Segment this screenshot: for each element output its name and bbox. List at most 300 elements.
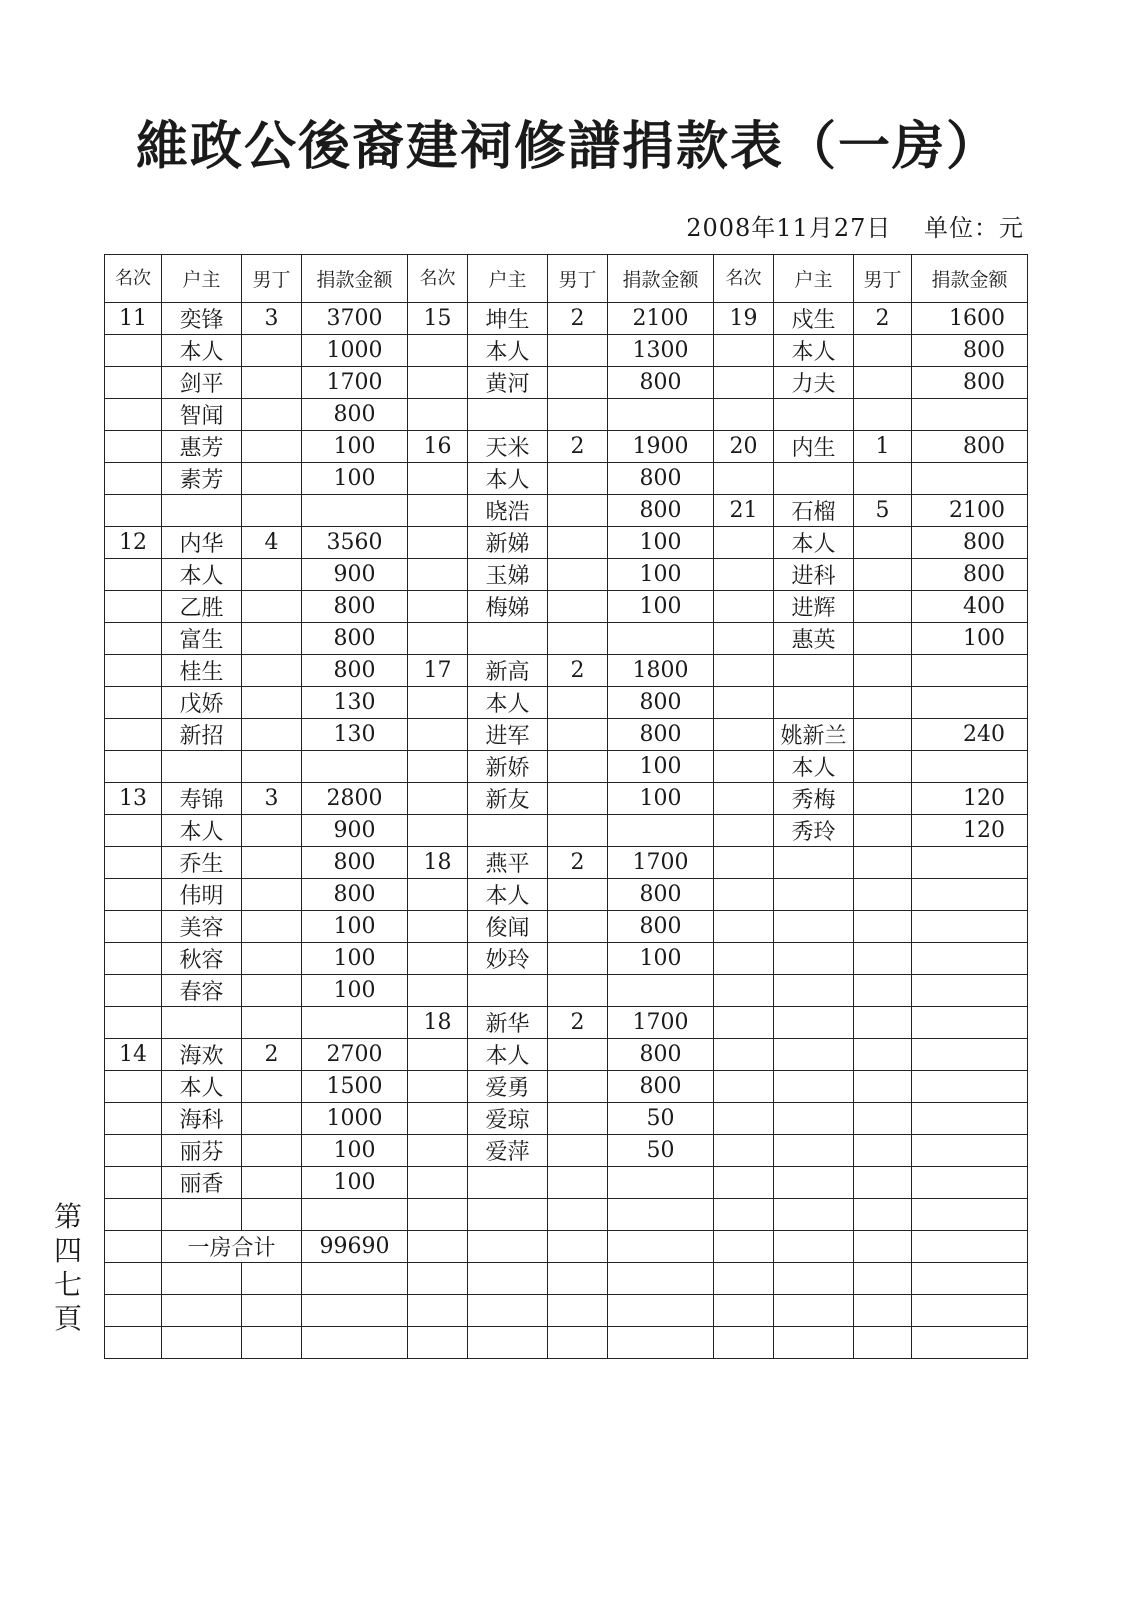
amount-cell — [912, 1135, 1028, 1167]
empty-cell — [162, 1327, 242, 1359]
rank-cell — [714, 367, 774, 399]
amount-cell: 800 — [912, 527, 1028, 559]
rank-cell — [408, 975, 468, 1007]
rank-cell — [408, 591, 468, 623]
household-name-cell: 伟明 — [162, 879, 242, 911]
amount-cell: 1700 — [608, 847, 714, 879]
empty-cell — [714, 1295, 774, 1327]
amount-cell: 3560 — [302, 527, 408, 559]
amount-cell: 800 — [912, 367, 1028, 399]
household-name-cell: 妙玲 — [468, 943, 548, 975]
empty-cell — [162, 1295, 242, 1327]
donation-table — [104, 254, 1028, 1359]
empty-cell — [912, 1327, 1028, 1359]
rank-cell — [714, 719, 774, 751]
rank-cell — [105, 1103, 162, 1135]
amount-cell — [912, 687, 1028, 719]
household-name-cell: 桂生 — [162, 655, 242, 687]
table-row — [105, 623, 1028, 655]
table-row — [105, 1199, 1028, 1231]
rank-cell — [714, 1071, 774, 1103]
household-name-cell: 本人 — [468, 1039, 548, 1071]
empty-cell — [912, 1231, 1028, 1263]
amount-cell — [912, 943, 1028, 975]
male-count-cell — [242, 495, 302, 527]
total-amount: 99690 — [302, 1231, 408, 1263]
amount-cell: 100 — [302, 463, 408, 495]
table-row — [105, 815, 1028, 847]
amount-cell: 100 — [302, 975, 408, 1007]
amount-cell: 800 — [608, 1039, 714, 1071]
male-count-cell — [854, 815, 912, 847]
empty-cell — [468, 1231, 548, 1263]
household-name-cell — [774, 1103, 854, 1135]
household-name-cell: 惠芳 — [162, 431, 242, 463]
amount-cell: 800 — [912, 335, 1028, 367]
empty-cell — [854, 1295, 912, 1327]
household-name-cell: 秀玲 — [774, 815, 854, 847]
table-row — [105, 1039, 1028, 1071]
table-row — [105, 975, 1028, 1007]
amount-cell: 1900 — [608, 431, 714, 463]
amount-cell: 100 — [302, 943, 408, 975]
household-name-cell: 爱琼 — [468, 1103, 548, 1135]
male-count-cell — [548, 783, 608, 815]
rank-cell — [714, 847, 774, 879]
rank-cell — [105, 399, 162, 431]
household-name-cell: 本人 — [468, 879, 548, 911]
amount-cell — [608, 815, 714, 847]
household-name-cell — [468, 399, 548, 431]
amount-cell: 800 — [608, 1071, 714, 1103]
amount-cell: 100 — [608, 751, 714, 783]
male-count-cell — [242, 367, 302, 399]
empty-cell — [105, 1263, 162, 1295]
amount-cell: 1000 — [302, 335, 408, 367]
male-count-cell: 2 — [548, 303, 608, 335]
household-name-cell — [162, 495, 242, 527]
male-count-cell — [854, 463, 912, 495]
rank-cell — [105, 815, 162, 847]
table-row — [105, 1103, 1028, 1135]
household-name-cell — [468, 623, 548, 655]
male-count-cell — [854, 591, 912, 623]
male-count-cell — [242, 687, 302, 719]
rank-cell: 21 — [714, 495, 774, 527]
rank-cell: 18 — [408, 1007, 468, 1039]
rank-cell — [714, 527, 774, 559]
household-name-cell: 本人 — [774, 527, 854, 559]
household-name-cell: 乙胜 — [162, 591, 242, 623]
amount-cell — [302, 751, 408, 783]
male-count-cell — [548, 719, 608, 751]
amount-cell: 1000 — [302, 1103, 408, 1135]
amount-cell: 50 — [608, 1103, 714, 1135]
empty-cell — [162, 1263, 242, 1295]
household-name-cell — [774, 911, 854, 943]
rank-cell — [408, 1039, 468, 1071]
household-name-cell: 梅娣 — [468, 591, 548, 623]
empty-cell — [548, 1231, 608, 1263]
amount-cell — [302, 1007, 408, 1039]
male-count-cell — [242, 559, 302, 591]
household-name-cell: 美容 — [162, 911, 242, 943]
household-name-cell: 本人 — [774, 335, 854, 367]
amount-cell: 2100 — [912, 495, 1028, 527]
household-name-cell: 新华 — [468, 1007, 548, 1039]
rank-cell — [105, 495, 162, 527]
rank-cell — [714, 1103, 774, 1135]
household-name-cell: 富生 — [162, 623, 242, 655]
male-count-cell — [854, 623, 912, 655]
male-count-cell — [548, 399, 608, 431]
amount-cell: 2800 — [302, 783, 408, 815]
household-name-cell — [468, 815, 548, 847]
table-row — [105, 1135, 1028, 1167]
amount-cell: 2700 — [302, 1039, 408, 1071]
table-row — [105, 783, 1028, 815]
male-count-cell — [548, 1039, 608, 1071]
household-name-cell: 坤生 — [468, 303, 548, 335]
empty-cell — [608, 1327, 714, 1359]
male-count-cell: 2 — [548, 431, 608, 463]
male-count-header: 男丁 — [854, 255, 912, 303]
household-name-cell: 惠英 — [774, 623, 854, 655]
household-name-cell — [774, 655, 854, 687]
amount-cell — [608, 1199, 714, 1231]
male-count-cell — [854, 783, 912, 815]
amount-cell: 100 — [302, 1167, 408, 1199]
household-name-cell — [774, 847, 854, 879]
rank-cell — [105, 751, 162, 783]
rank-cell — [714, 783, 774, 815]
household-name-cell: 力夫 — [774, 367, 854, 399]
table-body — [105, 303, 1028, 1359]
household-name-cell: 本人 — [774, 751, 854, 783]
household-name-cell: 新招 — [162, 719, 242, 751]
rank-cell — [105, 1071, 162, 1103]
household-name-cell: 本人 — [162, 559, 242, 591]
head-of-household-header: 户主 — [162, 255, 242, 303]
amount-cell: 800 — [608, 367, 714, 399]
household-name-cell — [774, 1167, 854, 1199]
household-name-cell — [468, 1167, 548, 1199]
rank-cell — [105, 591, 162, 623]
household-name-cell: 剑平 — [162, 367, 242, 399]
rank-cell — [408, 495, 468, 527]
table-row — [105, 1167, 1028, 1199]
rank-cell — [714, 559, 774, 591]
household-name-cell — [774, 463, 854, 495]
amount-cell: 1700 — [608, 1007, 714, 1039]
household-name-cell — [774, 879, 854, 911]
amount-cell: 800 — [302, 655, 408, 687]
rank-cell — [408, 783, 468, 815]
household-name-cell — [774, 1039, 854, 1071]
male-count-cell — [548, 623, 608, 655]
head-of-household-header: 户主 — [468, 255, 548, 303]
household-name-cell: 海欢 — [162, 1039, 242, 1071]
amount-cell: 1300 — [608, 335, 714, 367]
male-count-cell — [548, 559, 608, 591]
rank-cell — [105, 559, 162, 591]
amount-cell: 400 — [912, 591, 1028, 623]
document-date: 2008年11月27日 — [686, 214, 892, 242]
household-name-cell: 戍生 — [774, 303, 854, 335]
amount-cell: 800 — [302, 623, 408, 655]
male-count-cell: 2 — [548, 847, 608, 879]
male-count-cell — [548, 1167, 608, 1199]
amount-cell — [912, 847, 1028, 879]
male-count-cell: 2 — [242, 1039, 302, 1071]
male-count-cell — [854, 527, 912, 559]
male-count-cell: 5 — [854, 495, 912, 527]
male-count-cell — [242, 1007, 302, 1039]
amount-cell: 1600 — [912, 303, 1028, 335]
empty-cell — [774, 1327, 854, 1359]
empty-cell — [912, 1263, 1028, 1295]
household-name-cell: 新高 — [468, 655, 548, 687]
household-name-cell: 玉娣 — [468, 559, 548, 591]
rank-cell — [105, 943, 162, 975]
male-count-cell — [242, 751, 302, 783]
household-name-cell — [162, 1199, 242, 1231]
empty-cell — [548, 1295, 608, 1327]
rank-cell — [105, 975, 162, 1007]
donation-amount-header: 捐款金额 — [608, 255, 714, 303]
male-count-cell — [854, 335, 912, 367]
household-name-cell — [774, 1007, 854, 1039]
male-count-cell — [242, 1135, 302, 1167]
amount-cell: 130 — [302, 719, 408, 751]
amount-cell: 800 — [912, 559, 1028, 591]
male-count-cell — [854, 655, 912, 687]
male-count-cell — [548, 815, 608, 847]
male-count-cell — [548, 943, 608, 975]
male-count-cell — [242, 655, 302, 687]
household-name-cell: 春容 — [162, 975, 242, 1007]
empty-cell — [608, 1263, 714, 1295]
amount-cell — [302, 495, 408, 527]
household-name-cell: 天米 — [468, 431, 548, 463]
male-count-cell — [854, 559, 912, 591]
male-count-cell — [242, 399, 302, 431]
empty-cell — [714, 1327, 774, 1359]
empty-cell — [774, 1295, 854, 1327]
amount-cell: 800 — [608, 911, 714, 943]
empty-cell — [468, 1327, 548, 1359]
rank-cell — [408, 1167, 468, 1199]
rank-cell — [105, 1199, 162, 1231]
table-row — [105, 303, 1028, 335]
rank-cell — [408, 879, 468, 911]
household-name-cell — [774, 399, 854, 431]
household-name-cell — [774, 1071, 854, 1103]
rank-cell — [714, 1167, 774, 1199]
rank-cell — [714, 335, 774, 367]
household-name-cell: 海科 — [162, 1103, 242, 1135]
empty-cell — [468, 1263, 548, 1295]
household-name-cell: 本人 — [162, 335, 242, 367]
table-row — [105, 879, 1028, 911]
rank-cell — [714, 399, 774, 431]
empty-cell — [242, 1295, 302, 1327]
rank-cell: 17 — [408, 655, 468, 687]
table-row — [105, 911, 1028, 943]
rank-cell — [714, 623, 774, 655]
male-count-cell — [854, 879, 912, 911]
household-name-cell: 新娇 — [468, 751, 548, 783]
household-name-cell: 内生 — [774, 431, 854, 463]
male-count-cell — [854, 719, 912, 751]
male-count-cell: 3 — [242, 783, 302, 815]
rank-cell — [408, 367, 468, 399]
rank-cell — [408, 1103, 468, 1135]
empty-cell — [408, 1231, 468, 1263]
household-name-cell: 丽香 — [162, 1167, 242, 1199]
amount-cell: 100 — [608, 559, 714, 591]
rank-cell — [714, 975, 774, 1007]
male-count-cell — [548, 1135, 608, 1167]
amount-cell: 100 — [608, 527, 714, 559]
table-row — [105, 1007, 1028, 1039]
empty-cell — [714, 1231, 774, 1263]
empty-row — [105, 1327, 1028, 1359]
table-row — [105, 591, 1028, 623]
rank-cell: 18 — [408, 847, 468, 879]
amount-cell: 800 — [302, 591, 408, 623]
table-row — [105, 719, 1028, 751]
household-name-cell: 新友 — [468, 783, 548, 815]
table-row — [105, 335, 1028, 367]
male-count-cell — [548, 527, 608, 559]
rank-cell — [408, 527, 468, 559]
amount-cell: 100 — [302, 911, 408, 943]
household-name-cell: 寿锦 — [162, 783, 242, 815]
rank-cell — [408, 1135, 468, 1167]
amount-cell: 2100 — [608, 303, 714, 335]
empty-cell — [302, 1263, 408, 1295]
rank-cell — [105, 719, 162, 751]
empty-cell — [774, 1231, 854, 1263]
rank-cell: 11 — [105, 303, 162, 335]
table-row — [105, 751, 1028, 783]
male-count-cell — [242, 591, 302, 623]
empty-row — [105, 1263, 1028, 1295]
table-row — [105, 847, 1028, 879]
male-count-cell — [854, 847, 912, 879]
male-count-cell — [242, 911, 302, 943]
male-count-header: 男丁 — [548, 255, 608, 303]
rank-cell — [105, 367, 162, 399]
rank-cell: 14 — [105, 1039, 162, 1071]
table-row — [105, 687, 1028, 719]
head-of-household-header: 户主 — [774, 255, 854, 303]
rank-cell: 20 — [714, 431, 774, 463]
household-name-cell: 石榴 — [774, 495, 854, 527]
empty-cell — [408, 1263, 468, 1295]
male-count-cell — [854, 1007, 912, 1039]
rank-cell — [714, 687, 774, 719]
table-row — [105, 463, 1028, 495]
rank-cell — [105, 879, 162, 911]
male-count-cell: 3 — [242, 303, 302, 335]
male-count-cell — [854, 687, 912, 719]
empty-cell — [548, 1263, 608, 1295]
amount-cell — [912, 1007, 1028, 1039]
male-count-cell — [548, 1103, 608, 1135]
household-name-cell: 晓浩 — [468, 495, 548, 527]
household-name-cell — [468, 1199, 548, 1231]
amount-cell: 800 — [912, 431, 1028, 463]
amount-cell: 100 — [302, 431, 408, 463]
male-count-cell — [548, 463, 608, 495]
male-count-cell — [242, 815, 302, 847]
rank-cell — [714, 943, 774, 975]
household-name-cell: 本人 — [468, 463, 548, 495]
household-name-cell: 内华 — [162, 527, 242, 559]
male-count-cell — [242, 847, 302, 879]
rank-cell — [105, 623, 162, 655]
rank-cell — [714, 911, 774, 943]
empty-cell — [242, 1327, 302, 1359]
rank-cell — [408, 335, 468, 367]
household-name-cell: 智闻 — [162, 399, 242, 431]
unit-label: 单位：元 — [924, 214, 1024, 242]
amount-cell — [912, 463, 1028, 495]
male-count-cell — [854, 975, 912, 1007]
empty-cell — [854, 1263, 912, 1295]
empty-cell — [105, 1231, 162, 1263]
rank-cell — [105, 431, 162, 463]
amount-cell — [608, 399, 714, 431]
rank-cell: 12 — [105, 527, 162, 559]
rank-cell — [408, 1199, 468, 1231]
household-name-cell — [162, 1007, 242, 1039]
amount-cell — [608, 623, 714, 655]
household-name-cell: 秋容 — [162, 943, 242, 975]
male-count-cell — [548, 367, 608, 399]
male-count-cell — [548, 975, 608, 1007]
male-count-cell — [548, 335, 608, 367]
total-label: 一房合计 — [162, 1231, 302, 1263]
male-count-cell: 2 — [854, 303, 912, 335]
household-name-cell — [468, 975, 548, 1007]
empty-cell — [774, 1263, 854, 1295]
rank-cell — [714, 591, 774, 623]
table-row — [105, 367, 1028, 399]
amount-cell: 900 — [302, 815, 408, 847]
total-row — [105, 1231, 1028, 1263]
amount-cell: 100 — [912, 623, 1028, 655]
male-count-cell — [242, 1167, 302, 1199]
rank-cell — [714, 655, 774, 687]
household-name-cell: 燕平 — [468, 847, 548, 879]
empty-cell — [548, 1327, 608, 1359]
rank-cell — [714, 751, 774, 783]
empty-cell — [608, 1295, 714, 1327]
rank-cell — [714, 463, 774, 495]
rank-cell: 15 — [408, 303, 468, 335]
rank-cell — [408, 399, 468, 431]
male-count-cell — [854, 751, 912, 783]
table-row — [105, 399, 1028, 431]
rank-cell — [105, 335, 162, 367]
amount-cell — [912, 1199, 1028, 1231]
male-count-cell — [548, 879, 608, 911]
household-name-cell: 本人 — [162, 815, 242, 847]
table-row — [105, 655, 1028, 687]
